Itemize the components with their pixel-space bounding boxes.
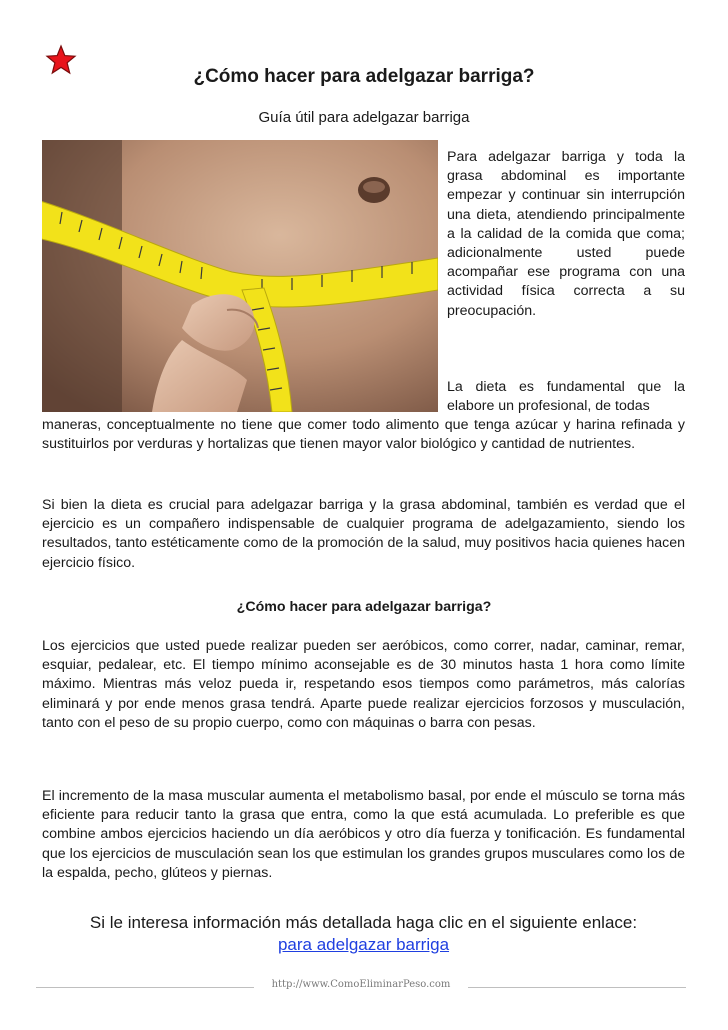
footer <box>36 979 686 995</box>
footer-rule-right <box>468 987 686 988</box>
exercise-paragraph: Si bien la dieta es crucial para adelgazar barriga y la grasa abdominal, también es verdad que el ejercicio es un compañero indispensable de cualquier programa de adelgazamiento, siendo los resultados, tanto estéticamente como de la promoción de la salud, muy positivos hacia quienes hacen ejercicio físico. <box>42 497 685 571</box>
page-title: ¿Cómo hacer para adelgazar barriga? <box>193 66 535 87</box>
diet-paragraph-start: La dieta es fundamental que la elabore un profesional, de todas <box>447 379 685 415</box>
section-heading: ¿Cómo hacer para adelgazar barriga? <box>236 599 492 615</box>
call-to-action <box>42 912 685 956</box>
page-subtitle: Guía útil para adelgazar barriga <box>258 109 470 126</box>
intro-paragraph: Para adelgazar barriga y toda la grasa abdominal es importante empezar y continuar sin interrupción una dieta, atendiendo principalmente a la calidad de la comida que coma; adicionalmente usted puede acompañar ese programa con una actividad física correcta a su preocupación. <box>447 149 685 319</box>
waist-measuring-tape-photo <box>42 140 438 412</box>
exercises-paragraph: Los ejercicios que usted puede realizar pueden ser aeróbicos, como correr, nadar, caminar, remar, esquiar, pedalear, etc. El tiempo mínimo aconsejable es de 30 minutos hasta 1 hora como límite máximo. Mientras más veloz pueda ir, respetando esos tiempos como parámetros, más calorías eliminará y por ende menos grasa tendrá. Aparte puede realizar ejercicios forzosos y musculación, tanto con el peso de su propio cuerpo, como con máquinas o barra con pesas. <box>42 638 685 731</box>
diet-paragraph-continued: maneras, conceptualmente no tiene que comer todo alimento que tenga azúcar y harina refinada y sustituirlos por verduras y hortalizas que tienen mayor valor biológico y cantidad de nutrientes. <box>42 417 685 453</box>
article-link[interactable]: para adelgazar barriga <box>277 935 450 954</box>
cta-text: Si le interesa información más detallada haga clic en el siguiente enlace: <box>89 913 638 932</box>
footer-url[interactable]: http://www.ComoEliminarPeso.com <box>271 979 451 990</box>
muscle-paragraph: El incremento de la masa muscular aumenta el metabolismo basal, por ende el músculo se torna más eficiente para reducir tanto la grasa que entra, como la que está acumulada. Lo preferible es que combine ambos ejercicios haciendo un día aeróbicos y otro día fuerza y tonificación. Es fundamental que los ejercicios de musculación sean los que estimulan los grandes grupos musculares como los de la espalda, pecho, glúteos y piernas. <box>42 788 685 881</box>
